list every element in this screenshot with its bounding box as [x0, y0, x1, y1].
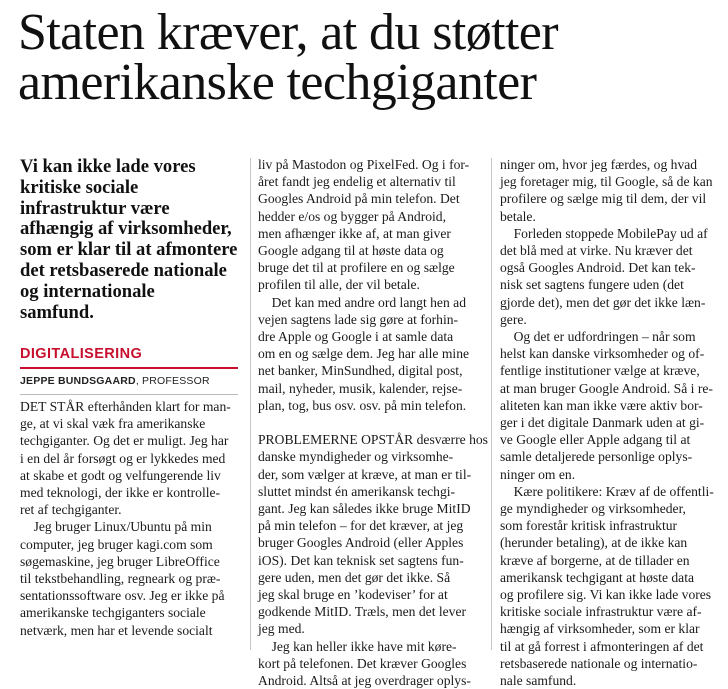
body-text-line: at skabe et godt og velfungerende liv — [20, 467, 221, 483]
body-text-line: søgemaskine, jeg bruger LibreOffice — [20, 553, 220, 569]
body-text-line: Og det er udfordringen – når som — [500, 329, 696, 345]
body-text-line: amerikansk techgigant at høste data — [500, 569, 695, 585]
body-text-line: til at gå forrest i afmonteringen af det — [500, 638, 704, 654]
body-text-line: kræve af borgerne, at de tillader en — [500, 552, 690, 568]
body-column-right — [500, 156, 718, 689]
headline-line: amerikanske techgiganter — [18, 54, 537, 111]
body-text-line: aliteten kan man ikke være aktiv bor- — [500, 397, 703, 413]
body-text-line: samle detaljerede personlige oplys- — [500, 449, 693, 465]
body-text-line: jeg med. — [258, 621, 305, 637]
body-text-line: kritiske sociale infrastruktur være af- — [500, 604, 702, 620]
lead-line: kritiske sociale — [20, 176, 139, 198]
body-text-line: året fandt jeg endelig et alternativ til — [258, 174, 456, 190]
body-text-line: til tekstbehandling, regneark og præ- — [20, 571, 221, 587]
body-text-line: DET STÅR efterhånden klart for man- — [20, 399, 231, 414]
body-text-line: jeg skal bruge en ’kodeviser’ for at — [258, 587, 448, 603]
body-text-line: Android. Altså at jeg overdrager oplys- — [258, 673, 471, 689]
body-text-line: Googles Android på min telefon. Det — [258, 191, 460, 207]
body-text-line: gjorde det), men det gør det ikke læn- — [500, 294, 706, 310]
body-text-line: PROBLEMERNE OPSTÅR desværre hos — [258, 432, 488, 448]
body-text-line: (herunder betaling), at de ikke kan — [500, 535, 688, 551]
lead-line: som er klar til at afmontere — [20, 239, 238, 261]
body-text-line: hængig af virksomheder, som er klar — [500, 621, 700, 637]
body-text-line: sluttet mindst én amerikansk techgi- — [258, 483, 456, 499]
body-text-line: helst kan danske virksomheder og of- — [500, 346, 705, 362]
body-text-line: ger i det digitale Danmark uden at gi- — [500, 415, 705, 431]
body-text-line: mail, nyheder, musik, kalender, rejse- — [258, 380, 463, 396]
lead-line: det retsbaserede nationale — [20, 259, 227, 281]
body-text-line: ge myndigheder og virksomheder, — [500, 501, 686, 517]
body-text-line: betale. — [500, 208, 536, 224]
body-text-line: profilen til alle, der vil betale. — [258, 277, 420, 293]
body-text-line: Google adgang til at høste data og — [258, 243, 444, 259]
body-text-line: hedder e/os og bygger på Android, — [258, 208, 447, 224]
body-text-line: sentationssoftware osv. Jeg er ikke på — [20, 588, 225, 604]
lead-line: afhængig af virksomheder, — [20, 218, 232, 240]
body-text-line: plan, tog, bus osv. osv. på min telefon. — [258, 397, 467, 413]
body-text-line: nale samfund. — [500, 673, 577, 689]
body-text-line: net banker, MinSundhed, digital post, — [258, 363, 463, 379]
body-text-line: dre Apple og Google i at samle data — [258, 329, 454, 345]
body-text-line: ve Google eller Apple adgang til at — [500, 432, 691, 448]
body-text-line: ninger om en. — [500, 466, 576, 482]
body-text-line: bruge det til at profilere en og sælge — [258, 260, 455, 276]
body-text-line: Det kan med andre ord langt hen ad — [258, 294, 466, 310]
body-text-line: techgiganter. Og det er muligt. Jeg har — [20, 433, 229, 449]
body-text-line: Jeg bruger Linux/Ubuntu på min — [20, 519, 212, 535]
body-text-line: vejen sagtens lade sig gøre at forhin- — [258, 311, 459, 327]
body-text-line: om en og sælge dem. Jeg har alle mine — [258, 346, 470, 362]
body-text-line: iOS). Det kan teknisk set sagtens fun- — [258, 552, 464, 568]
column-divider — [491, 158, 492, 650]
body-text-line: Kære politikere: Kræv af de offentli- — [500, 483, 714, 499]
body-text-line: og profilere sig. Vi kan ikke lade vores — [500, 587, 712, 603]
body-text-line: Jeg kan heller ikke have mit køre- — [258, 638, 457, 654]
body-text-line: liv på Mastodon og PixelFed. Og i for- — [258, 157, 470, 172]
body-text-line: danske myndigheder og virksomhe- — [258, 449, 454, 465]
body-text-line: ge, at vi skal væk fra amerikanske — [20, 416, 206, 432]
byline-divider — [20, 394, 238, 395]
lead-paragraph — [20, 157, 248, 323]
body-text-line: jeg foretager mig, til Google, så de kan — [500, 174, 713, 190]
lead-line: samfund. — [20, 301, 94, 323]
body-text-line: gant. Jeg kan således ikke bruge MitID — [258, 501, 471, 517]
body-text-line: gere. — [500, 311, 527, 327]
body-text-line: ninger om, hvor jeg færdes, og hvad — [500, 157, 698, 172]
lead-line: og internationale — [20, 280, 155, 302]
body-text-line: computer, jeg bruger kagi.com som — [20, 536, 213, 552]
body-text-line: fentlige institutioner vælge at kræve, — [500, 363, 700, 379]
lead-line: infrastruktur være — [20, 197, 170, 219]
body-text-line: med teknologi, der ikke er kontrolle- — [20, 485, 221, 501]
body-text-line — [258, 414, 482, 431]
body-text-line: at man bruger Google Android. Så i re- — [500, 380, 713, 396]
body-text-line: men afhænger ikke af, at man giver — [258, 225, 451, 241]
body-text-line: i en del år forsøgt og er lykkedes med — [20, 450, 226, 466]
column-divider — [250, 158, 251, 650]
body-column-left — [20, 398, 244, 639]
body-text-line: bruger Googles Android (eller Apples — [258, 535, 464, 551]
body-text-line: retsbaserede nationale og internatio- — [500, 655, 698, 671]
body-text-line: amerikanske techgiganters sociale — [20, 605, 206, 621]
body-text-line: på min telefon – for det kræver, at jeg — [258, 518, 464, 534]
body-text-line: Forleden stoppede MobilePay ud af — [500, 225, 708, 241]
lead-line: Vi kan ikke lade vores — [20, 156, 196, 177]
author-name: JEPPE BUNDSGAARD — [20, 375, 136, 387]
kicker-divider — [20, 367, 238, 369]
body-text-line: nisk set sagtens fungere uden (det — [500, 277, 684, 293]
body-text-line: ret af techgiganter. — [20, 502, 122, 518]
body-text-line: gere uden, men det gør det ikke. Så — [258, 569, 451, 585]
body-text-line: godkende MitID. Træls, men det lever — [258, 604, 467, 620]
body-text-line: som forestår kritisk infrastruktur — [500, 518, 678, 534]
section-kicker: DIGITALISERING — [20, 346, 143, 362]
headline — [18, 4, 718, 111]
body-column-middle — [258, 156, 488, 689]
author-role: , PROFESSOR — [135, 375, 210, 387]
body-text-line: profilere og sælge mig til dem, der vil — [500, 191, 707, 207]
headline-line: Staten kræver, at du støtter — [18, 4, 558, 61]
body-text-line: kort på telefonen. Det kræver Googles — [258, 655, 467, 671]
body-text-line: også Googles Android. Det kan tek- — [500, 260, 696, 276]
body-text-line: det blå med at virke. Nu kræver det — [500, 243, 693, 259]
body-text-line: netværk, men har et levende socialt — [20, 622, 213, 638]
byline — [20, 375, 210, 387]
body-text-line: der, som vælger at kræve, at man er til- — [258, 466, 472, 482]
